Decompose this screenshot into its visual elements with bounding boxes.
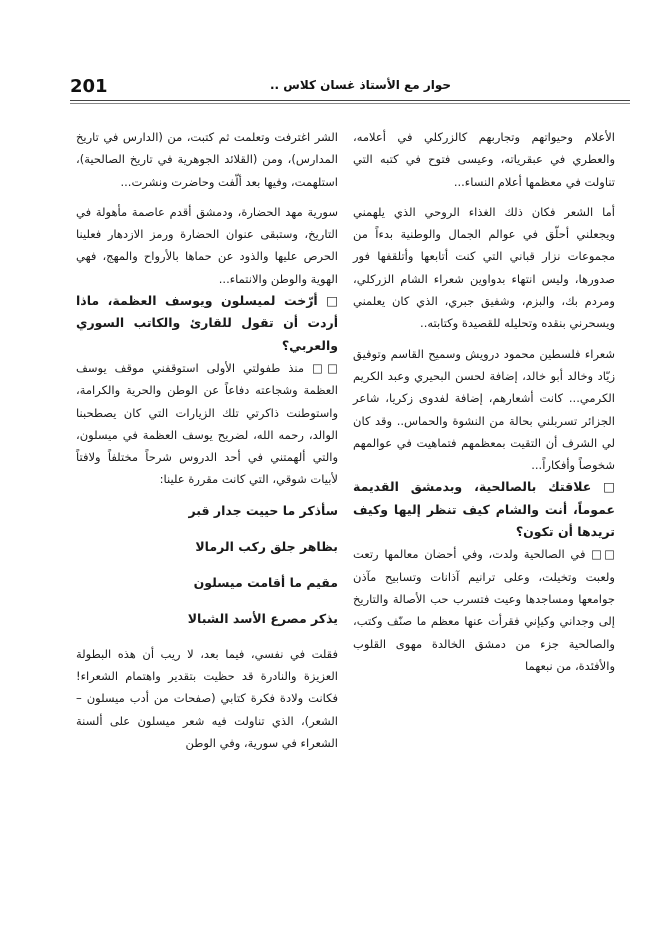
paragraph: أما الشعر فكان ذلك الغذاء الروحي الذي يلهمني ويجعلني أحلّق في عوالم الجمال والوطنية بدءاً من مجموعات نزار قباني التي كنت أتابعها وأتلقفها فور صدورها، وليس انتهاء بدواوين شعراء الشام الزركلي، ومردم بك، والبزم، وشفيق جبري، الذي كان يعلمني ويسحرني بنقده وتحليله للقصيدة وكتابته..: [353, 204, 615, 331]
poem-verse: سأذكر ما حييت جدار قبر: [188, 502, 338, 518]
page-header: [70, 76, 630, 98]
poem-verse: مقيم ما أقامت ميسلون: [193, 574, 338, 590]
paragraph: شعراء فلسطين محمود درويش وسميح القاسم وتوفيق زيّاد وخالد أبو خالد، إضافة لحسن البحيري وعبد الكريم الكرمي... كانت أشعارهم، إضافة لفدوى زكريا، شاعر الجزائر تسربلني بحالة من النشوة والحماس.. وقد كان لي الشرف أن التقيت بمعظمهم فتماهيت في عوالمهم شخوصاً وأفكاراً...: [353, 346, 615, 473]
paragraph: فقلت في نفسي، فيما بعد، لا ريب أن هذه البطولة العزيزة والنادرة قد حظيت بتقدير واهتمام الشعراء! فكانت ولادة فكرة كتابي (صفحات من أدب ميسلون – الشعر)، الذي تناولت فيه شعر ميسلون على ألسنة الشعراء في سورية، وفي الوطن: [76, 646, 338, 750]
interview-question: □ أرّخت لميسلون ويوسف العظمة، ماذا أردت أن تقول للقارئ والكاتب السوري والعربي؟: [76, 293, 338, 353]
paragraph: الأعلام وحيواتهم وتجاربهم كالزركلي في أعلامه، والعطري في عبقرياته، وعيسى فتوح في كتبه التي تناولت في معظمها أعلام النساء...: [353, 130, 615, 189]
running-title: حوار مع الأستاذ غسان كلاس ..: [270, 78, 452, 92]
paragraph: الشر اغترفت وتعلمت ثم كتبت، من (الدارس في تاريخ المدارس)، ومن (القلائد الجوهرية في تاريخ الصالحية)، استلهمت، وفيها بعد ألّفت وحاضرت ونشرت...: [76, 130, 338, 189]
right-column: [353, 126, 615, 677]
paragraph: سورية مهد الحضارة، ودمشق أقدم عاصمة مأهولة في التاريخ، وستبقى عنوان الحضارة ورمز الازدهار فعلينا الحرص عليها والذود عن حماها بالأرواح والمهج، فهي الهوية والوطن والانتماء...: [76, 204, 338, 286]
header-rule: [70, 100, 630, 101]
poem-verse: بظاهر جلق ركب الرمالا: [195, 538, 338, 554]
page-number: 201: [70, 76, 108, 97]
interview-answer: □□ منذ طفولتي الأولى استوقفني موقف يوسف العظمة وشجاعته دفاعاً عن الوطن والحرية والكرامة، واستوطنت ذاكرتي تلك الزيارات التي كان يصطحبنا الوالد، رحمه الله، لضريح يوسف العظمة في ميسلون، والتي ألهمتني في أحد الدروس شرحاً مختلفاً ولافتاً لأبيات شوقي، التي كانت مقررة علينا:: [76, 360, 338, 487]
header-rule-secondary: [70, 103, 630, 104]
poem-verse: يذكر مصرع الأسد الشبالا: [187, 610, 338, 626]
poem: [76, 499, 338, 631]
left-column: [76, 126, 338, 754]
interview-question: □ علاقتك بالصالحية، وبدمشق القديمة عموماً، أنت والشام كيف تنظر إليها وكيف تريدها أن تكون؟: [353, 479, 615, 540]
interview-answer: □□ في الصالحية ولدت، وفي أحضان معالمها رتعت ولعبت وتخيلت، وعلى ترانيم آذانات وتسابيح مآذن جوامعها ومساجدها وعيت فتسرب حب الأصالة والتاريخ إلى وجداني وكيإني فقرأت عنها معظم ما صنّف وكتب، والصالحية جزء من دمشق الخالدة مهوى القلوب والأفئدة، من نبعهما: [353, 547, 615, 673]
